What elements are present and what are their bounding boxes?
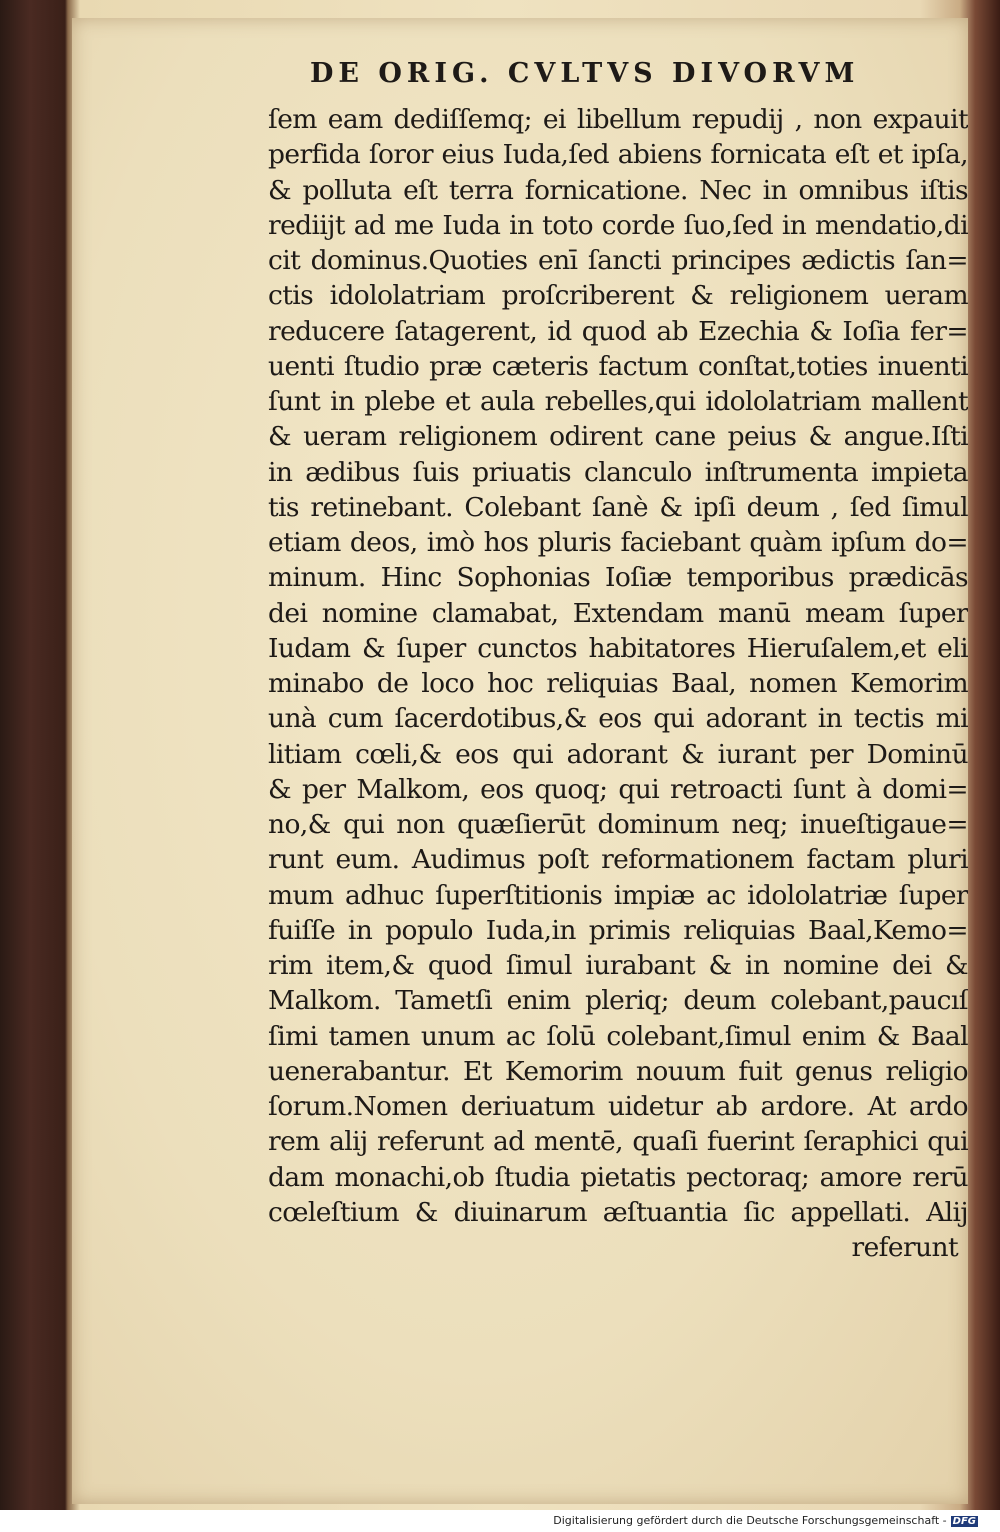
- text-line: ſem eam dediſſemq; ei libellum repudij , non expauit: [268, 104, 968, 135]
- text-line: ctis idololatriam proſcriberent & religionem ueram: [268, 280, 968, 312]
- footer-bar: [0, 1512, 1000, 1532]
- text-line: & ueram religionem odirent cane peius & angue.Iſti: [268, 421, 968, 453]
- text-line: perfida ſoror eius Iuda,ſed abiens fornicata eſt et ipſa,: [268, 139, 968, 171]
- footer-credit: [553, 1514, 978, 1527]
- text-line: rim item,& quod ſimul iurabant & in nomine dei &: [268, 950, 968, 981]
- text-line: reducere ſatagerent, id quod ab Ezechia & Ioſia fer=: [268, 315, 968, 347]
- text-line: uenerabantur. Et Kemorim nouum fuit genus religio: [268, 1055, 968, 1087]
- text-line: & polluta eſt terra fornicatione. Nec in omnibus iſtis: [268, 174, 968, 206]
- text-line: etiam deos, imò hos pluris faciebant quàm ipſum do=: [268, 527, 968, 558]
- text-line: Iudam & ſuper cunctos habitatores Hieruſalem,et eli: [268, 632, 968, 664]
- text-line: no,& qui non quæſierūt dominum neq; inueſtigaue=: [268, 809, 968, 840]
- text-line: mum adhuc ſuperſtitionis impiæ ac idololatriæ ſuper: [268, 879, 968, 911]
- text-line: litiam cœli,& eos qui adorant & iurant per Dominū: [268, 738, 968, 770]
- text-line: fuiſſe in populo Iuda,in primis reliquias Baal,Kemo=: [268, 914, 968, 946]
- text-line: ſimi tamen unum ac ſolū colebant,ſimul enim & Baal: [268, 1020, 968, 1052]
- text-line: uenti ſtudio præ cæteris factum conſtat,toties inuenti: [268, 350, 968, 382]
- text-line: dei nomine clamabat, Extendam manū meam ſuper: [268, 597, 968, 629]
- running-head: DE ORIG. CVLTVS DIVORVM: [310, 58, 860, 89]
- body-text: [268, 102, 968, 1265]
- text-line: unà cum ſacerdotibus,& eos qui adorant in tectis mi: [268, 703, 968, 735]
- footer-credit-text: Digitalisierung gefördert durch die Deutsche Forschungsgemeinschaft -: [553, 1514, 947, 1527]
- text-line: cit dominus.Quoties enī ſancti principes ædictis ſan=: [268, 245, 968, 276]
- text-line: rediijt ad me Iuda in toto corde ſuo,ſed in mendatio,di: [268, 209, 968, 241]
- text-line: & per Malkom, eos quoq; qui retroacti ſunt à domi=: [268, 773, 968, 805]
- text-line: rem alij referunt ad mentē, quaſi fuerint ſeraphici qui: [268, 1126, 968, 1158]
- text-line: cœleſtium & diuinarum æſtuantia ſic appellati. Alij: [268, 1196, 968, 1228]
- text-line: ſorum.Nomen deriuatum uidetur ab ardore. At ardo: [268, 1091, 968, 1122]
- catchword: referunt: [851, 1232, 958, 1263]
- text-line: runt eum. Audimus poſt reformationem factam pluri: [268, 844, 968, 876]
- dfg-logo-icon: DFG: [952, 1515, 976, 1527]
- text-line: Malkom. Tametſi enim pleriq; deum colebant,paucıſ: [268, 985, 968, 1017]
- text-line: minabo de loco hoc reliquias Baal, nomen Kemorim: [268, 668, 968, 699]
- text-line: tis retinebant. Colebant ſanè & ipſi deum , ſed ſimul: [268, 491, 968, 523]
- text-line: ſunt in plebe et aula rebelles,qui idololatriam mallent: [268, 386, 968, 417]
- text-line: dam monachi,ob ſtudia pietatis pectoraq; amore rerū: [268, 1161, 968, 1193]
- text-line: in ædibus ſuis priuatis clanculo inſtrumenta impieta: [268, 456, 968, 488]
- text-line: minum. Hinc Sophonias Ioſiæ temporibus prædicās: [268, 562, 968, 594]
